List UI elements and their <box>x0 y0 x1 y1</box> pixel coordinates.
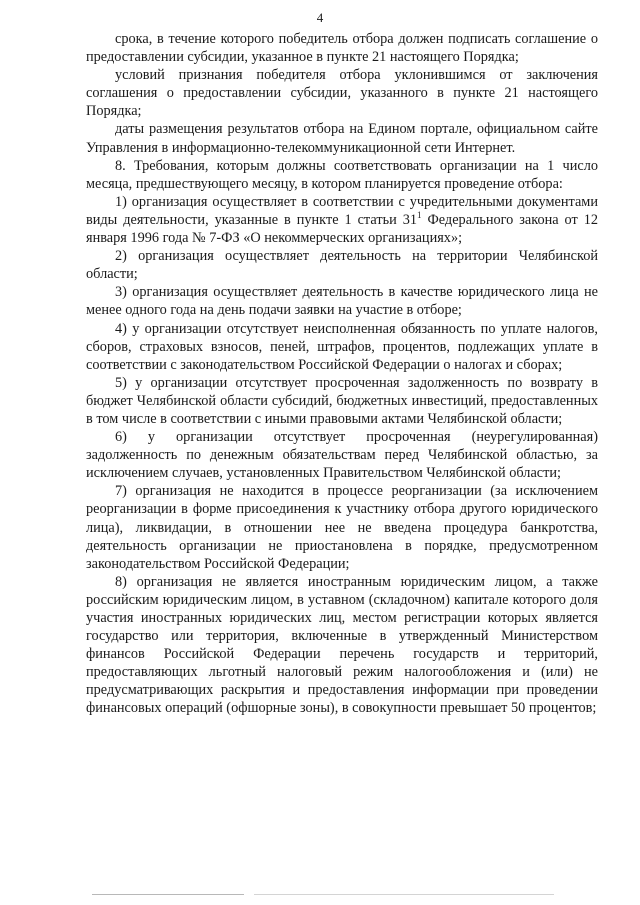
requirement-1-text-cont: Федерального закона от 12 января 1996 года № 7-ФЗ «О некоммерческих организациях»; <box>86 211 598 247</box>
paragraph-requirements-intro: 8. Требования, которым должны соответствовать организации на 1 число месяца, предшествующего месяцу, в котором планируется проведение отбора: <box>86 157 598 192</box>
paragraph-requirement-4: 4) у организации отсутствует неисполненная обязанность по уплате налогов, сборов, страховых взносов, пеней, штрафов, процентов, подлежащих уплате в соответствии с законодательством Российской Федерации о налогах и сборах; <box>86 320 598 373</box>
paragraph-requirement-3: 3) организация осуществляет деятельность в качестве юридического лица не менее одного года на день подачи заявки на участие в отборе; <box>86 284 598 319</box>
scan-edge-line <box>92 894 244 895</box>
paragraph-results-dates: даты размещения результатов отбора на Едином портале, официальном сайте Управления в информационно-телекоммуникационной сети Интернет. <box>86 121 598 156</box>
paragraph-evasion-conditions: условий признания победителя отбора уклонившимся от заключения соглашения о предоставлении субсидии, указанного в пункте 21 настоящего Порядка; <box>86 67 598 120</box>
page-number: 4 <box>316 10 324 25</box>
paragraph-requirement-7: 7) организация не находится в процессе реорганизации (за исключением реорганизации в форме присоединения к участнику отбора другого юридического лица), ликвидации, в отношении нее не введена процедура банкротства, деятельность организации не приостановлена в порядке, предусмотренном законодательством Российской Федерации; <box>86 483 598 572</box>
paragraph-requirement-5: 5) у организации отсутствует просроченная задолженность по возврату в бюджет Челябинской области субсидий, бюджетных инвестиций, предоставленных в том числе в соответствии с иными правовыми актами Челябинской области; <box>86 374 598 427</box>
document-body <box>86 30 598 718</box>
paragraph-requirement-8: 8) организация не является иностранным юридическим лицом, а также российским юридическим лицом, в уставном (складочном) капитале которого доля участия иностранных юридических лиц, местом регистрации которых является государство или территория, включенные в утвержденный Министерством финансов Российской Федерации перечень государств и территорий, предоставляющих льготный налоговый режим налогообложения и (или) не предусматривающих раскрытия и предоставления информации при проведении финансовых операций (офшорные зоны), в совокупности превышает 50 процентов; <box>86 573 598 717</box>
paragraph-requirement-2: 2) организация осуществляет деятельность на территории Челябинской области; <box>86 248 598 283</box>
article-superscript: 1 <box>417 210 422 221</box>
requirement-1-text: 1) организация осуществляет в соответствии с учредительными документами виды деятельности, указанные в пункте 1 статьи 31 <box>86 193 598 228</box>
scan-edge-line <box>254 894 554 895</box>
paragraph-requirement-6: 6) у организации отсутствует просроченная (неурегулированная) задолженность по денежным обязательствам перед Челябинской областью, за исключением случаев, установленных Правительством Челябинской области; <box>86 429 598 482</box>
paragraph-requirement-1 <box>86 193 598 247</box>
paragraph-signing-deadline: срока, в течение которого победитель отбора должен подписать соглашение о предоставлении субсидии, указанное в пункте 21 настоящего Порядка; <box>86 31 598 66</box>
